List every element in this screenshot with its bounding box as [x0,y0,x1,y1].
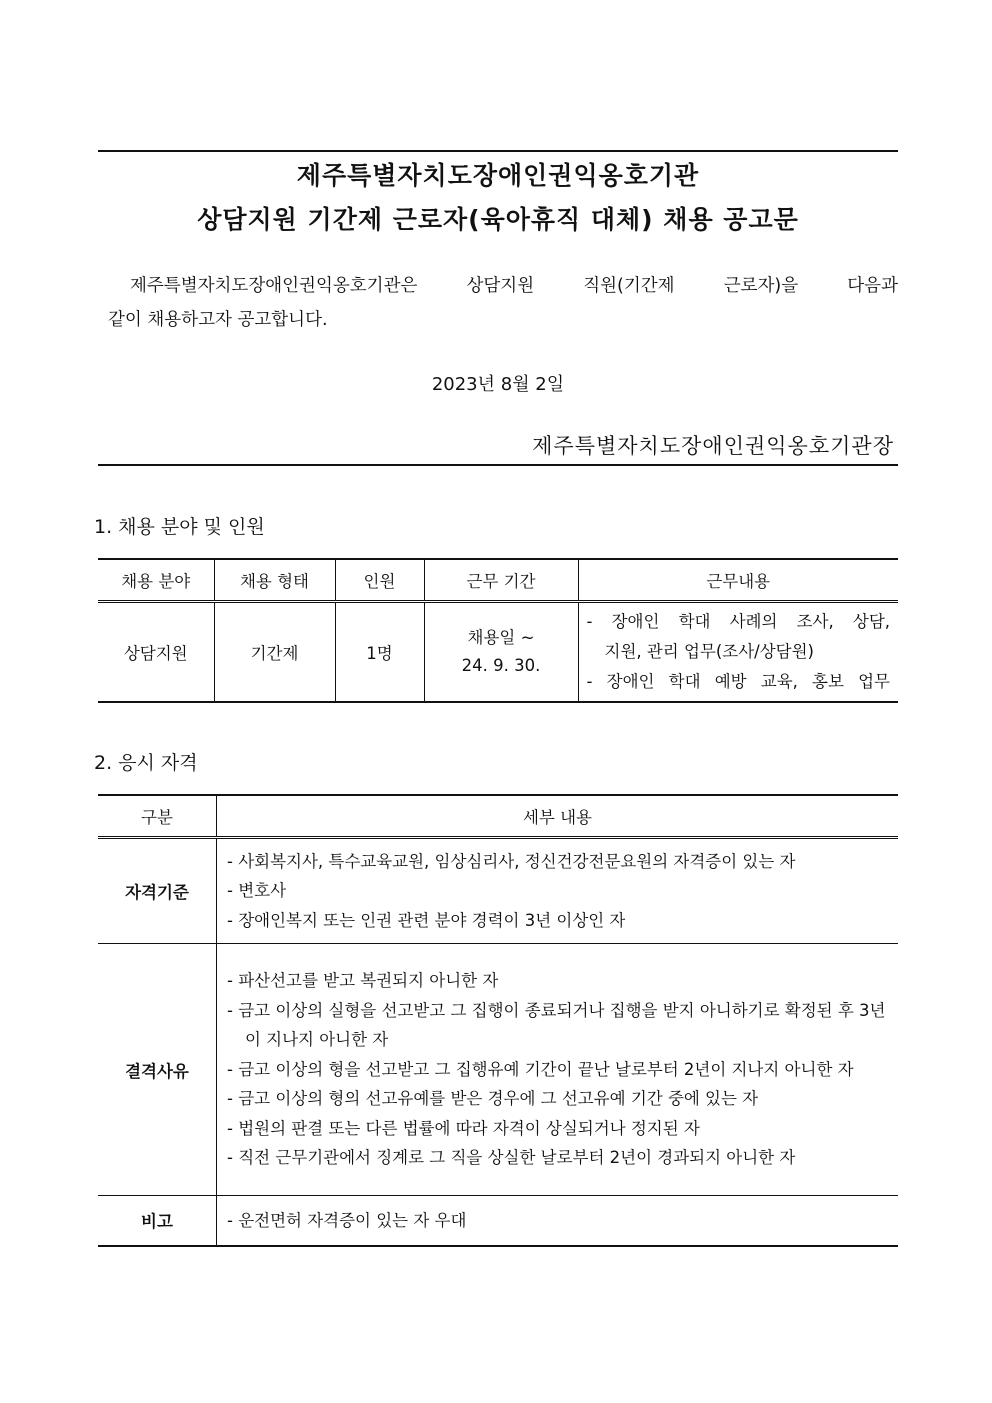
cell-type: 기간제 [214,602,335,703]
cell-count: 1명 [335,602,424,703]
duty-1-line-2: 지원, 관리 업무(조사/상담원) [604,642,814,661]
cell-period [424,602,578,703]
table-row [98,838,898,944]
list-item: - 변호사 [227,881,287,901]
duty-2: - 장애인 학대 예방 교육, 홍보 업무 [586,672,890,691]
detail-note [217,1196,899,1246]
header-duty: 근무내용 [578,559,898,602]
announcement-date: 2023년 8월 2일 [431,374,565,395]
list-item: - 법원의 판결 또는 다른 법률에 따라 자격이 상실되거나 정지된 자 [227,1118,700,1138]
table-header-row [98,559,898,602]
table-row [98,602,898,703]
list-item: - 금고 이상의 형을 선고받고 그 집행유예 기간이 끝난 날로부터 2년이 지나지 아니한 자 [227,1059,854,1079]
list-item: - 사회복지사, 특수교육교원, 임상심리사, 정신건강전문요원의 자격증이 있는 자 [227,851,796,871]
list-item: - 파산선고를 받고 복권되지 아니한 자 [227,971,499,991]
category-disqualification: 결격사유 [98,944,217,1196]
recruitment-table [98,558,898,703]
signer: 제주특별자치도장애인권익옹호기관장 [532,434,894,458]
section-2-title: 2. 응시 자격 [94,752,198,774]
title-line-2: 상담지원 기간제 근로자(육아휴직 대체) 채용 공고문 [197,205,799,234]
intro-line-2: 같이 채용하고자 공고합니다. [108,310,328,330]
header-field: 채용 분야 [98,559,214,602]
table-row [98,944,898,1196]
intro-line-1: 제주특별자치도장애인권익옹호기관은 상담지원 직원(기간제 근로자)을 다음과 [130,276,898,296]
list-item: - 직전 근무기관에서 징계로 그 직을 상실한 날로부터 2년이 경과되지 아니한 자 [227,1148,796,1168]
intro-paragraph [108,269,898,337]
cell-field: 상담지원 [98,602,214,703]
top-rule [98,150,898,152]
header-type: 채용 형태 [214,559,335,602]
category-note: 비고 [98,1196,217,1246]
duty-1-line-1: - 장애인 학대 사례의 조사, 상담, [586,612,890,631]
header-period: 근무 기간 [424,559,578,602]
list-item: - 운전면허 자격증이 있는 자 우대 [227,1210,467,1230]
title-line-1: 제주특별자치도장애인권익옹호기관 [296,161,700,190]
detail-qualification [217,838,899,944]
cell-duty [578,602,898,703]
header-bottom-rule [98,464,898,466]
header-category: 구분 [98,795,217,838]
list-item: - 금고 이상의 형의 선고유예를 받은 경우에 그 선고유예 기간 중에 있는 자 [227,1089,759,1109]
detail-disqualification [217,944,899,1196]
period-line-2: 24. 9. 30. [461,656,541,675]
table-header-row [98,795,898,838]
list-item: - 금고 이상의 실형을 선고받고 그 집행이 종료되거나 집행을 받지 아니하기로 확정된 후 3년이 지나지 아니한 자 [227,1000,886,1050]
table-row [98,1196,898,1246]
category-qualification: 자격기준 [98,838,217,944]
period-line-1: 채용일 ~ [467,628,535,647]
list-item: - 장애인복지 또는 인권 관련 분야 경력이 3년 이상인 자 [227,910,626,930]
header-count: 인원 [335,559,424,602]
qualification-table [98,794,898,1247]
section-1-title: 1. 채용 분야 및 인원 [94,516,265,538]
header-detail: 세부 내용 [217,795,899,838]
